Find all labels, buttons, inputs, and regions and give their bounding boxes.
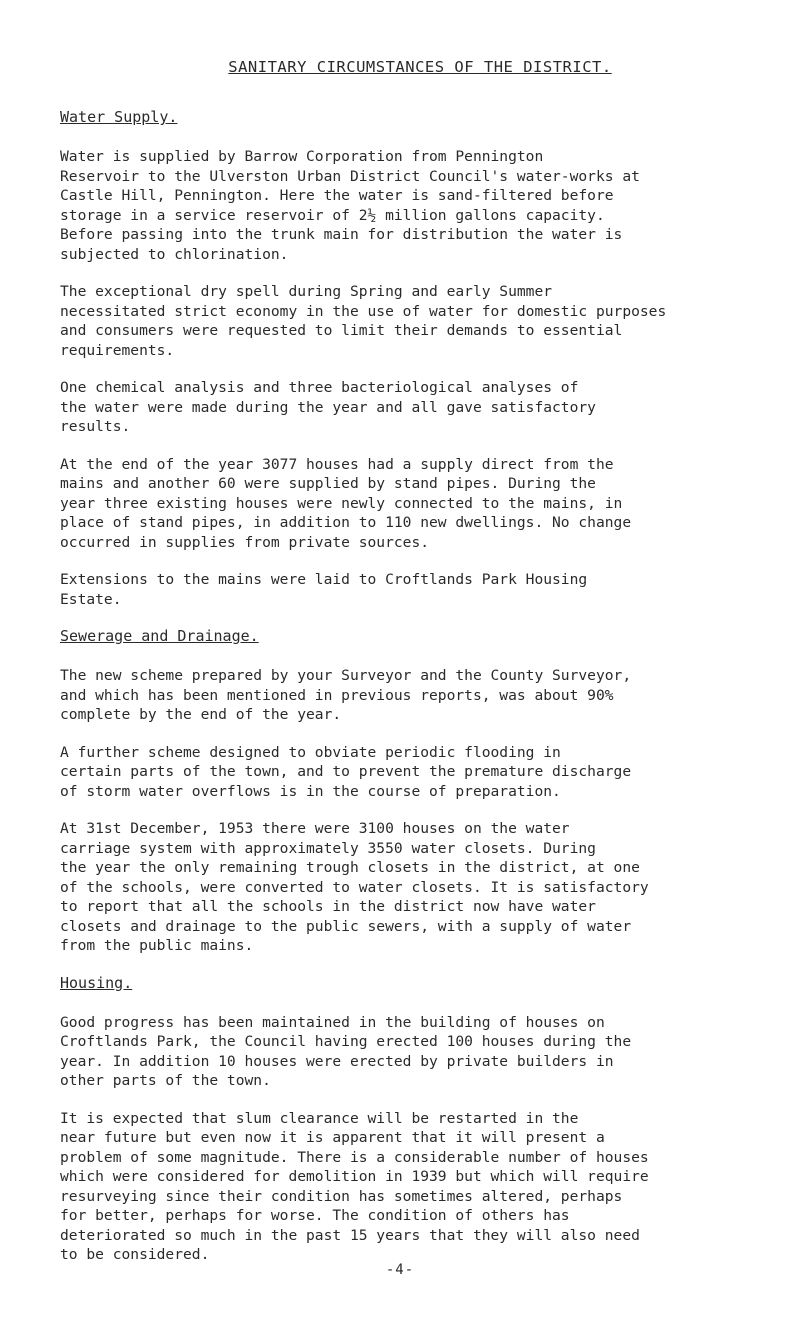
page-number: -4- — [385, 1262, 415, 1278]
paragraph: The new scheme prepared by your Surveyor and the County Surveyor, and which has been mentioned in previous reports, was about 90% complete by the end of the year. — [60, 667, 632, 723]
paragraph: One chemical analysis and three bacteriological analyses of the water were made during the year and all gave satisfactory results. — [60, 379, 596, 435]
paragraph: The exceptional dry spell during Spring and early Summer necessitated strict economy in the use of water for domestic purposes and consumers were requested to limit their demands to essential requirements. — [60, 283, 667, 359]
section-housing — [60, 974, 760, 1265]
section-water-supply — [60, 108, 760, 609]
paragraph: Water is supplied by Barrow Corporation from Pennington Reservoir to the Ulverston Urban District Council's water-works at Castle Hill, Pennington. Here the water is sand-filtered before storage in a service reservoir of 2½ million gallons capacity. Before passing into the trunk main for distribution the water is subjected to chlorination. — [60, 148, 640, 263]
paragraph: Extensions to the mains were laid to Croftlands Park Housing Estate. — [60, 571, 588, 608]
section-sewerage-drainage — [60, 627, 760, 956]
paragraph: At the end of the year 3077 houses had a supply direct from the mains and another 60 were supplied by stand pipes. During the year three existing houses were newly connected to the mains, in place of stand pipes, in addition to 110 new dwellings. No change occurred in supplies from private sources. — [60, 455, 632, 551]
paragraph: A further scheme designed to obviate periodic flooding in certain parts of the town, and to prevent the premature discharge of storm water overflows is in the course of preparation. — [60, 743, 632, 800]
page-title: SANITARY CIRCUMSTANCES OF THE DISTRICT. — [228, 58, 612, 76]
section-heading-water-supply: Water Supply. — [60, 108, 178, 126]
section-heading-sewerage-drainage: Sewerage and Drainage. — [60, 627, 259, 645]
paragraph: It is expected that slum clearance will be restarted in the near future but even now it is apparent that it will present a problem of some magnitude. There is a considerable number of houses which were considered for demolition in 1939 but which will require resurveying since their condition has sometimes altered, perhaps for better, perhaps for worse. The condition of others has deteriorated so much in the past 15 years that they will also need to be considered. — [60, 1109, 649, 1263]
section-heading-housing: Housing. — [60, 973, 133, 992]
paragraph: At 31st December, 1953 there were 3100 houses on the water carriage system with approximately 3550 water closets. During the year the only remaining trough closets in the district, at one of the schools, were converted to water closets. It is satisfactory to report that all the schools in the district now have water closets and drainage to the public sewers, with a supply of water from the public mains. — [60, 820, 649, 954]
paragraph: Good progress has been maintained in the building of houses on Croftlands Park, the Council having erected 100 houses during the year. In addition 10 houses were erected by private builders in other parts of the town. — [60, 1013, 632, 1089]
